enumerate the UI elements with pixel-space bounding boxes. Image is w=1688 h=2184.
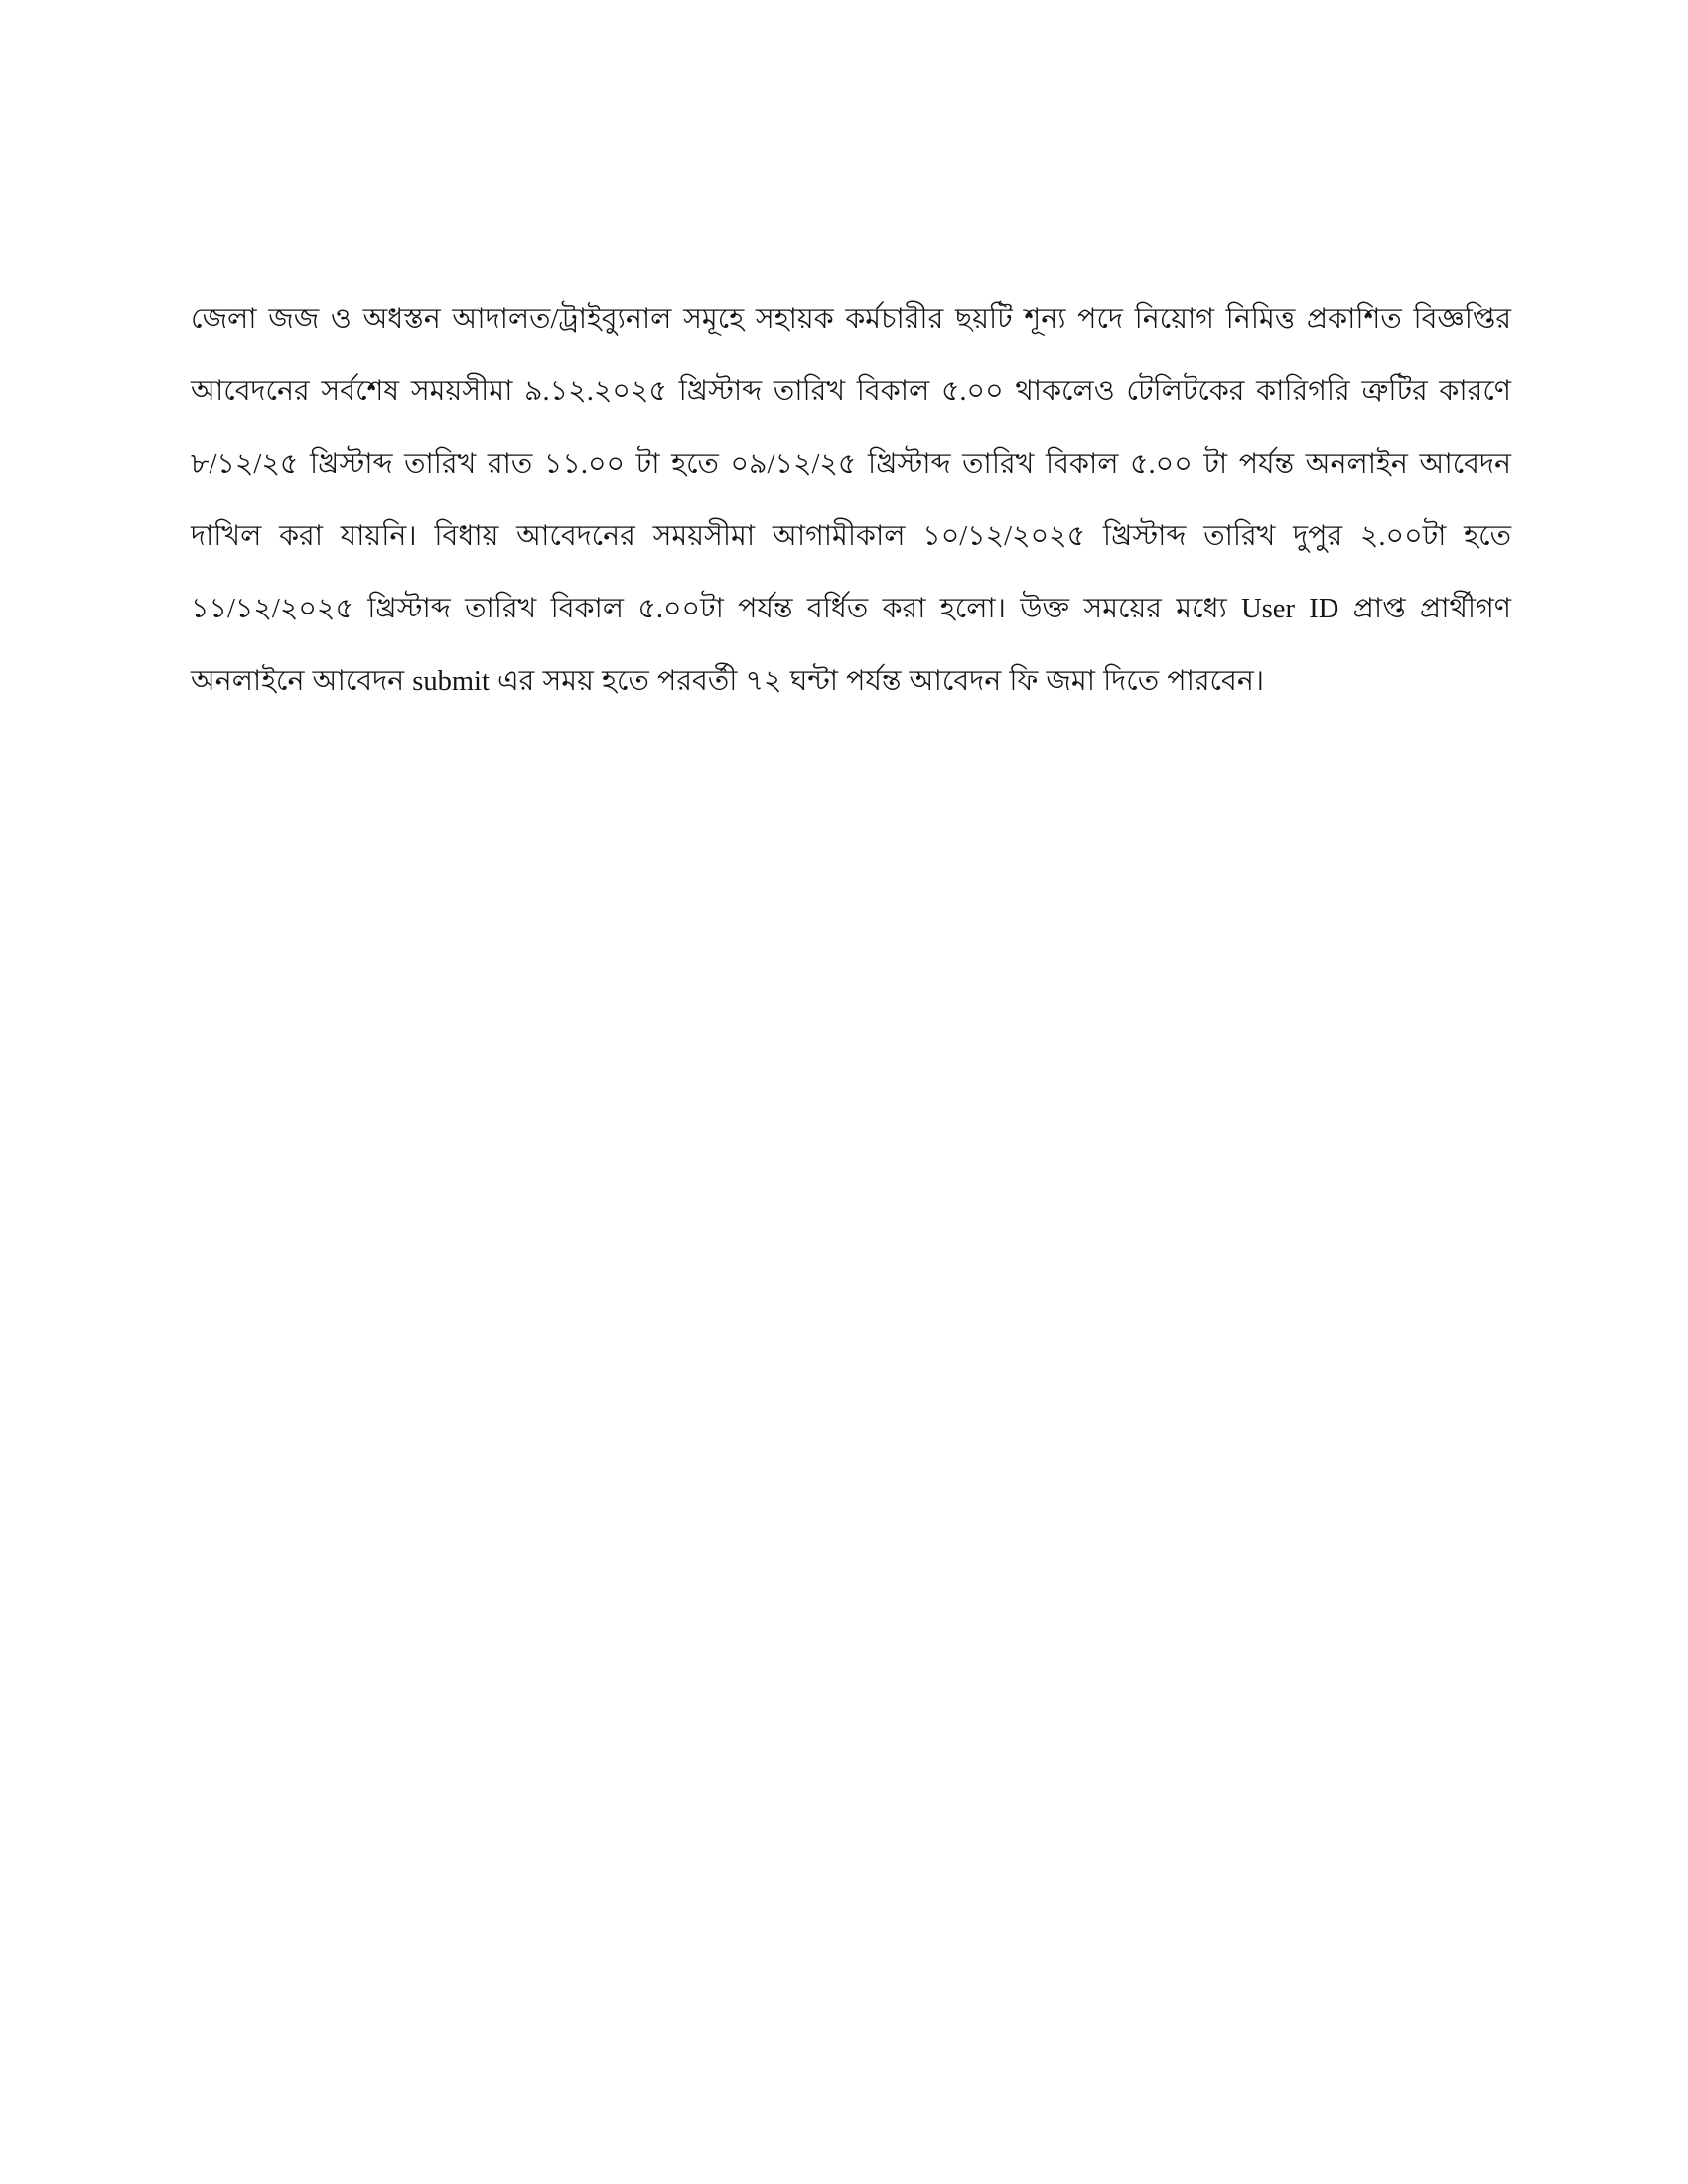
notice-paragraph: জেলা জজ ও অধস্তন আদালত/ট্রাইব্যুনাল সমূহে সহায়ক কর্মচারীর ছয়টি শূন্য পদে নিয়োগ নিমিত্ত প্রকাশিত বিজ্ঞপ্তির আবেদনের সর্বশেষ সময়সীমা ৯.১২.২০২৫ খ্রিস্টাব্দ তারিখ বিকাল ৫.০০ থাকলেও টেলিটকের কারিগরি ত্রুটির কারণে ৮/১২/২৫ খ্রিস্টাব্দ তারিখ রাত ১১.০০ টা হতে ০৯/১২/২৫ খ্রিস্টাব্দ তারিখ বিকাল ৫.০০ টা পর্যন্ত অনলাইন আবেদন দাখিল করা যায়নি। বিধায় আবেদনের সময়সীমা আগামীকাল ১০/১২/২০২৫ খ্রিস্টাব্দ তারিখ দুপুর ২.০০টা হতে ১১/১২/২০২৫ খ্রিস্টাব্দ তারিখ বিকাল ৫.০০টা পর্যন্ত বর্ধিত করা হলো। উক্ত সময়ের মধ্যে User ID প্রাপ্ত প্রার্থীগণ অনলাইনে আবেদন submit এর সময় হতে পরবর্তী ৭২ ঘন্টা পর্যন্ত আবেদন ফি জমা দিতে পারবেন। xyxy=(191,304,1511,697)
notice-body xyxy=(191,283,1511,718)
